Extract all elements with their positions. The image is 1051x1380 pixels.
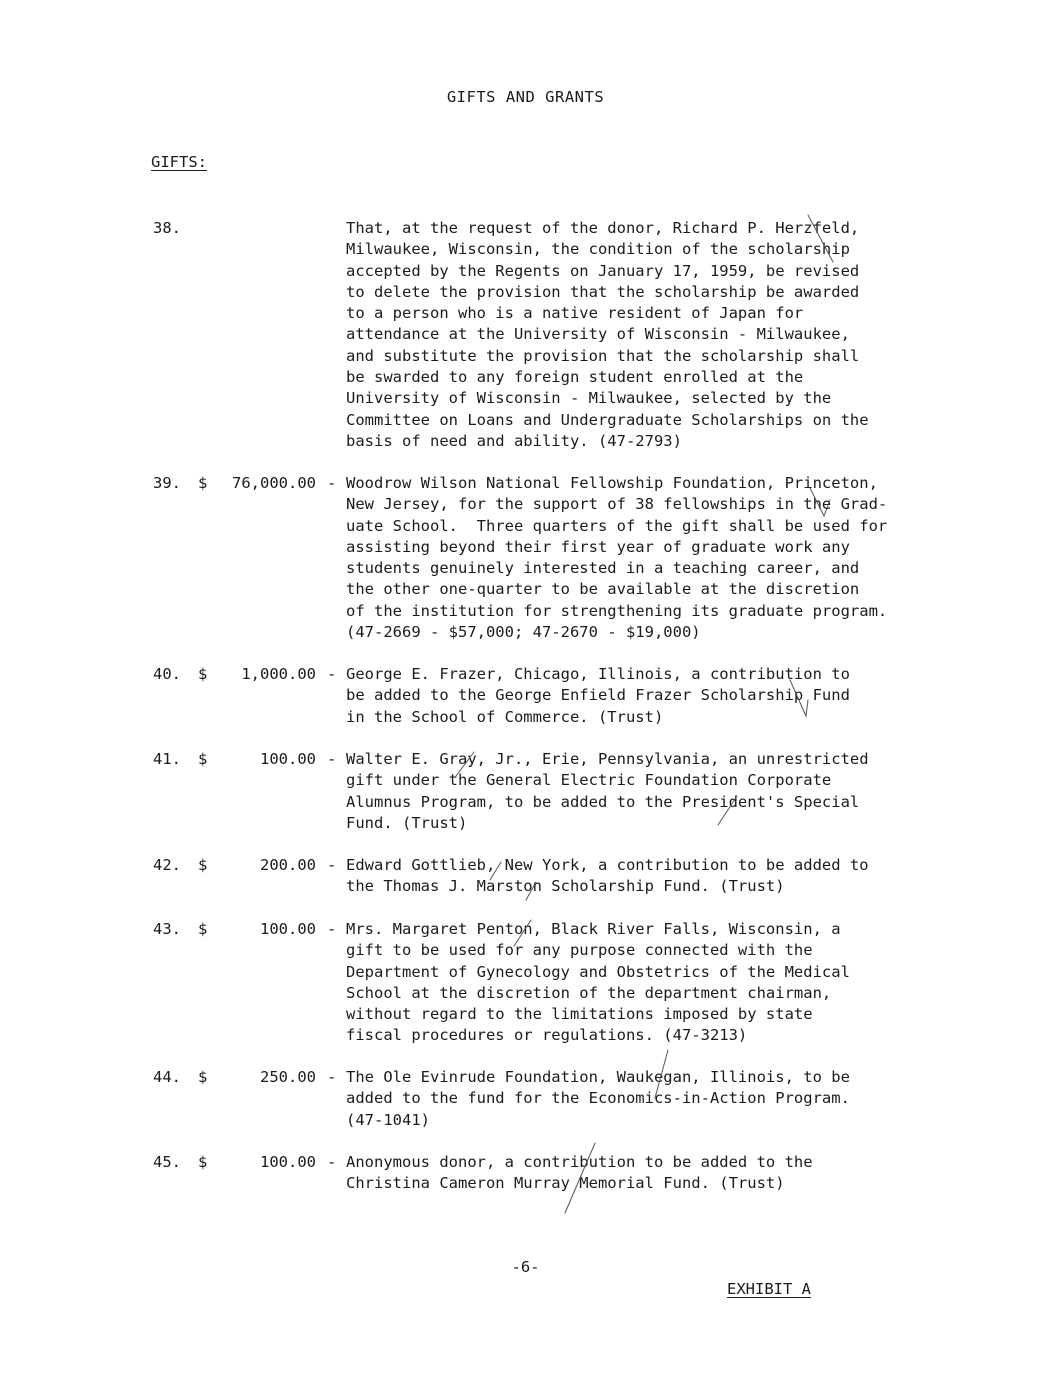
entry-dash: -: [327, 474, 337, 492]
entry-text-line: assisting beyond their first year of graduate work any: [346, 537, 850, 556]
entry-text-line: of the institution for strengthening its graduate program.: [346, 601, 888, 620]
entry-number: 38.: [153, 219, 181, 237]
entry-text-line: the Thomas J. Marston Scholarship Fund. (Trust): [346, 877, 785, 896]
entry-text-line: Anonymous donor, a contribution to be added to the: [346, 1153, 813, 1171]
entry-dash: -: [327, 1068, 337, 1086]
entry-text-line: in the School of Commerce. (Trust): [346, 707, 664, 726]
entry-text-line: attendance at the University of Wisconsin - Milwaukee,: [346, 325, 850, 344]
entry-number: 41.: [153, 750, 181, 768]
entry-text-line: Edward Gottlieb, New York, a contribution to be added to: [346, 856, 869, 874]
entry-text-line: Walter E. Gray, Jr., Erie, Pennsylvania, an unrestricted: [346, 750, 869, 768]
entry-text-line: uate School. Three quarters of the gift shall be used for: [346, 516, 888, 535]
entry-text-line: George E. Frazer, Chicago, Illinois, a contribution to: [346, 665, 850, 683]
exhibit-label: EXHIBIT A: [727, 1280, 811, 1298]
entry-text-line: Christina Cameron Murray Memorial Fund. (Trust): [346, 1174, 785, 1193]
entry-text-line: fiscal procedures or regulations. (47-3213): [346, 1026, 748, 1045]
entry-text: [346, 749, 966, 834]
entry-text-line: Fund. (Trust): [346, 813, 468, 832]
entry-text-line: be swarded to any foreign student enrolled at the: [346, 368, 804, 387]
entry-dash: -: [327, 750, 337, 768]
entry-text: [346, 473, 966, 643]
entry-text-line: and substitute the provision that the scholarship shall: [346, 346, 860, 365]
entry-text: [346, 1152, 966, 1195]
entry-text-line: Woodrow Wilson National Fellowship Foundation, Princeton,: [346, 474, 878, 492]
entry-text-line: That, at the request of the donor, Richard P. Herzfeld,: [346, 219, 860, 237]
entry-text-line: Committee on Loans and Undergraduate Scholarships on the: [346, 410, 869, 429]
entry-number: 42.: [153, 856, 181, 874]
entry-text-line: to delete the provision that the scholarship be awarded: [346, 282, 860, 301]
entry-text: [346, 1067, 966, 1131]
entry-dash: -: [327, 1153, 337, 1171]
entry-number: 40.: [153, 665, 181, 683]
gift-amount: 100.00: [260, 1153, 316, 1171]
entry-dash: -: [327, 665, 337, 683]
entry-text: [346, 855, 966, 898]
entry-text-line: Department of Gynecology and Obstetrics of the Medical: [346, 962, 850, 981]
section-heading: GIFTS:: [151, 153, 207, 171]
gift-amount: 250.00: [260, 1068, 316, 1086]
entry-text-line: to a person who is a native resident of Japan for: [346, 304, 804, 323]
entry-text-line: Mrs. Margaret Penton, Black River Falls, Wisconsin, a: [346, 920, 841, 938]
gift-amount: 200.00: [260, 856, 316, 874]
entry-text-line: gift to be used for any purpose connected with the: [346, 941, 813, 960]
dollar-sign: $: [198, 665, 208, 683]
entry-text-line: students genuinely interested in a teaching career, and: [346, 559, 860, 578]
entry-number: 43.: [153, 920, 181, 938]
entry-text-line: (47-2669 - $57,000; 47-2670 - $19,000): [346, 623, 701, 642]
page-title: GIFTS AND GRANTS: [446, 88, 605, 106]
entry-number: 45.: [153, 1153, 181, 1171]
entry-text-line: without regard to the limitations imposed by state: [346, 1005, 813, 1024]
entry-text-line: (47-1041): [346, 1110, 430, 1129]
entry-text-line: University of Wisconsin - Milwaukee, selected by the: [346, 389, 832, 408]
entry-text-line: School at the discretion of the department chairman,: [346, 983, 832, 1002]
gift-amount: 100.00: [260, 920, 316, 938]
gift-amount: 76,000.00: [232, 474, 316, 492]
entry-text-line: The Ole Evinrude Foundation, Waukegan, Illinois, to be: [346, 1068, 850, 1086]
gift-amount: 1,000.00: [241, 665, 316, 683]
entry-text: [346, 664, 966, 728]
entry-text-line: gift under the General Electric Foundation Corporate: [346, 771, 832, 790]
entry-number: 44.: [153, 1068, 181, 1086]
page-number: -6-: [511, 1258, 540, 1276]
entry-text: [346, 218, 966, 452]
gift-amount: 100.00: [260, 750, 316, 768]
entry-text-line: Milwaukee, Wisconsin, the condition of the scholarship: [346, 240, 850, 259]
entry-text-line: Alumnus Program, to be added to the President's Special: [346, 792, 860, 811]
entry-dash: -: [327, 920, 337, 938]
entry-text-line: be added to the George Enfield Frazer Scholarship Fund: [346, 686, 850, 705]
entry-text-line: New Jersey, for the support of 38 fellowships in the Grad-: [346, 495, 888, 514]
dollar-sign: $: [198, 750, 208, 768]
entry-dash: -: [327, 856, 337, 874]
entry-text-line: the other one-quarter to be available at the discretion: [346, 580, 860, 599]
dollar-sign: $: [198, 1153, 208, 1171]
entry-text: [346, 919, 966, 1047]
entry-text-line: basis of need and ability. (47-2793): [346, 431, 682, 450]
entry-text-line: accepted by the Regents on January 17, 1959, be revised: [346, 261, 860, 280]
entry-number: 39.: [153, 474, 181, 492]
dollar-sign: $: [198, 474, 208, 492]
dollar-sign: $: [198, 856, 208, 874]
dollar-sign: $: [198, 920, 208, 938]
dollar-sign: $: [198, 1068, 208, 1086]
entry-text-line: added to the fund for the Economics-in-Action Program.: [346, 1089, 850, 1108]
